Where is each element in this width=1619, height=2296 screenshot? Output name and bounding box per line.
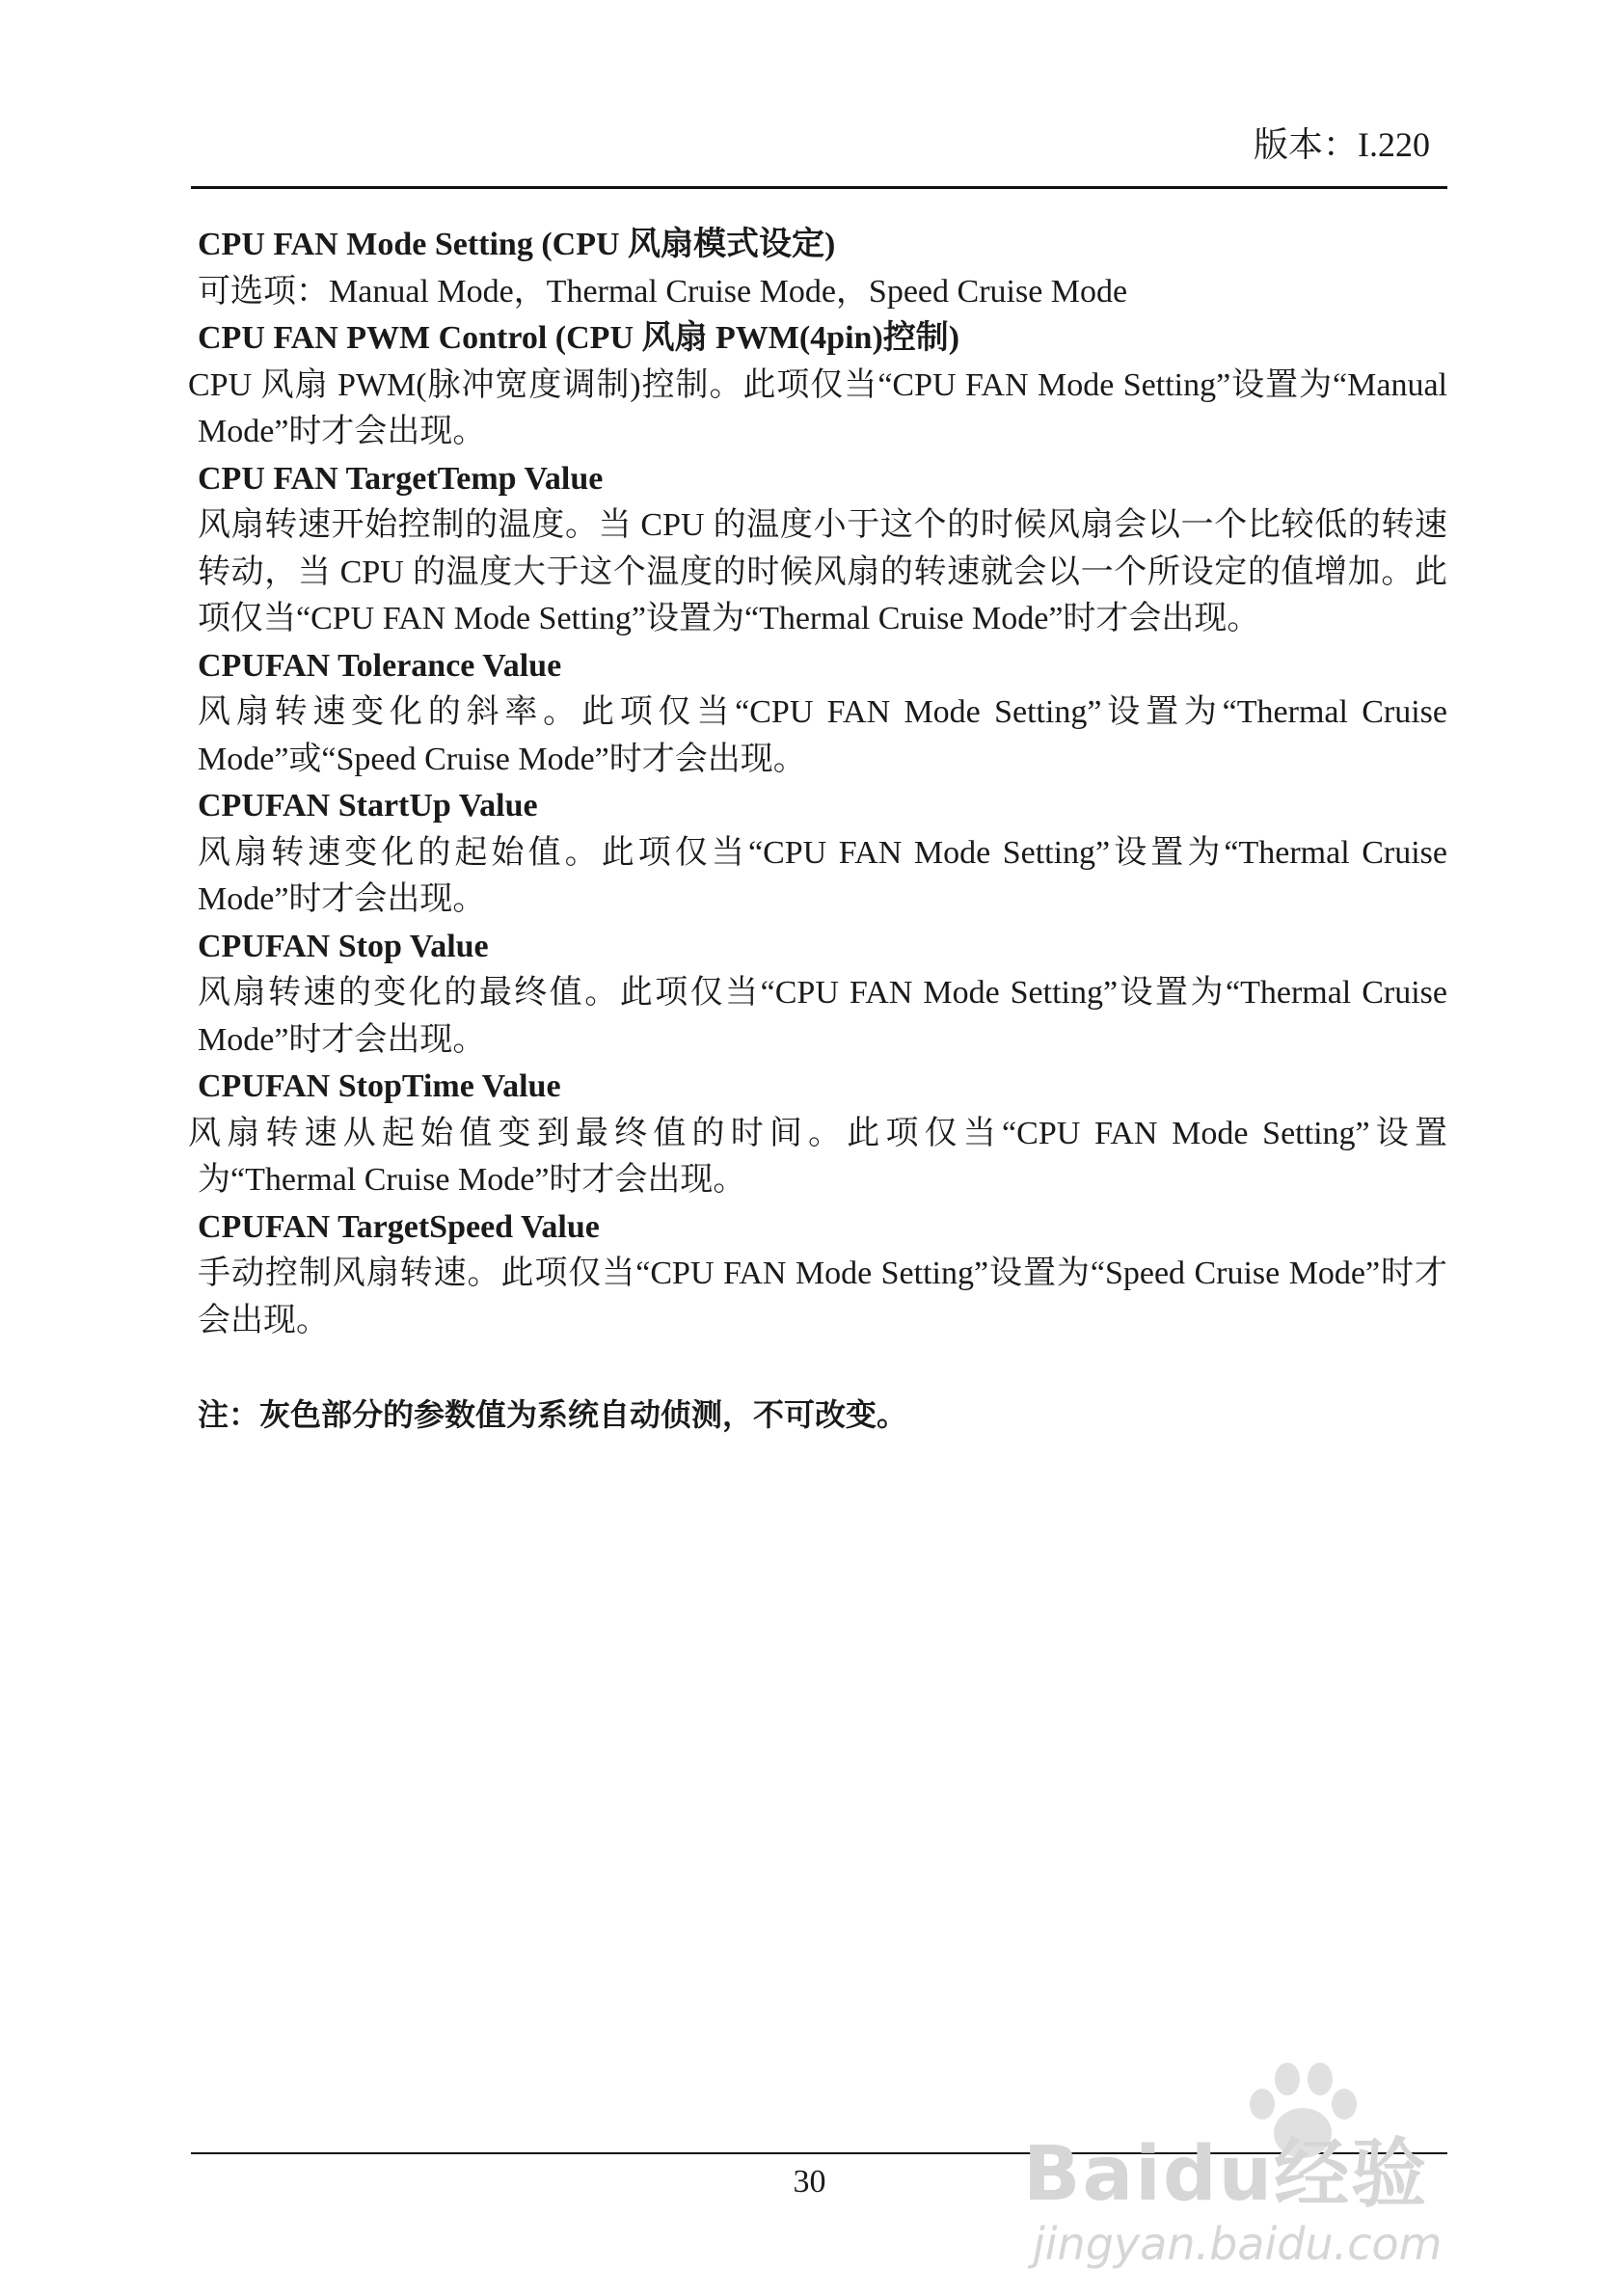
section-body-cpufan-targetspeed: 手动控制风扇转速。此项仅当“CPU FAN Mode Setting”设置为“Speed Cruise Mode”时才会出现。 <box>198 1256 1447 1338</box>
section-title-cpufan-targetspeed: CPUFAN TargetSpeed Value <box>198 1208 600 1245</box>
section-body-cpufan-stop: 风扇转速的变化的最终值。此项仅当“CPU FAN Mode Setting”设置为“Thermal Cruise Mode”时才会出现。 <box>198 975 1447 1058</box>
section-title-cpu-fan-pwm-control: CPU FAN PWM Control (CPU 风扇 PWM(4pin)控制) <box>198 320 960 356</box>
section-body-cpu-fan-pwm-control: CPU 风扇 PWM(脉冲宽度调制)控制。此项仅当“CPU FAN Mode Setting”设置为“Manual Mode”时才会出现。 <box>188 366 1447 449</box>
section-title-cpufan-stoptime: CPUFAN StopTime Value <box>198 1068 561 1104</box>
document-body <box>188 222 1447 1439</box>
section-title-cpufan-stop: CPUFAN Stop Value <box>198 928 489 964</box>
header-version: 版本：I.220 <box>1254 125 1430 164</box>
note: 注：灰色部分的参数值为系统自动侦测，不可改变。 <box>198 1396 908 1433</box>
section-body-cpufan-tolerance: 风扇转速变化的斜率。此项仅当“CPU FAN Mode Setting”设置为“Thermal Cruise Mode”或“Speed Cruise Mode”时才会出现。 <box>198 694 1447 777</box>
header-rule <box>191 186 1447 189</box>
section-body-cpu-fan-targettemp: 风扇转速开始控制的温度。当 CPU 的温度小于这个的时候风扇会以一个比较低的转速转动，当 CPU 的温度大于这个温度的时候风扇的转速就会以一个所设定的值增加。此项仅当“CPU FAN Mode Setting”设置为“Thermal Cruise Mode”时才会出现。 <box>198 507 1447 636</box>
watermark-logo: Baidu经验 <box>1023 2131 1429 2218</box>
section-title-cpu-fan-targettemp: CPU FAN TargetTemp Value <box>198 460 604 497</box>
section-title-cpufan-tolerance: CPUFAN Tolerance Value <box>198 647 562 684</box>
watermark-url: jingyan.baidu.com <box>1033 2218 1443 2270</box>
section-body-cpu-fan-mode-setting: 可选项：Manual Mode，Thermal Cruise Mode，Speed Cruise Mode <box>198 273 1128 310</box>
section-body-cpufan-startup: 风扇转速变化的起始值。此项仅当“CPU FAN Mode Setting”设置为“Thermal Cruise Mode”时才会出现。 <box>198 834 1447 917</box>
baidu-watermark <box>1023 2054 1525 2276</box>
section-body-cpufan-stoptime: 风扇转速从起始值变到最终值的时间。此项仅当“CPU FAN Mode Setting”设置为“Thermal Cruise Mode”时才会出现。 <box>188 1115 1447 1198</box>
section-title-cpu-fan-mode-setting: CPU FAN Mode Setting (CPU 风扇模式设定) <box>198 227 836 262</box>
page-number: 30 <box>793 2164 826 2200</box>
section-title-cpufan-startup: CPUFAN StartUp Value <box>198 788 538 824</box>
